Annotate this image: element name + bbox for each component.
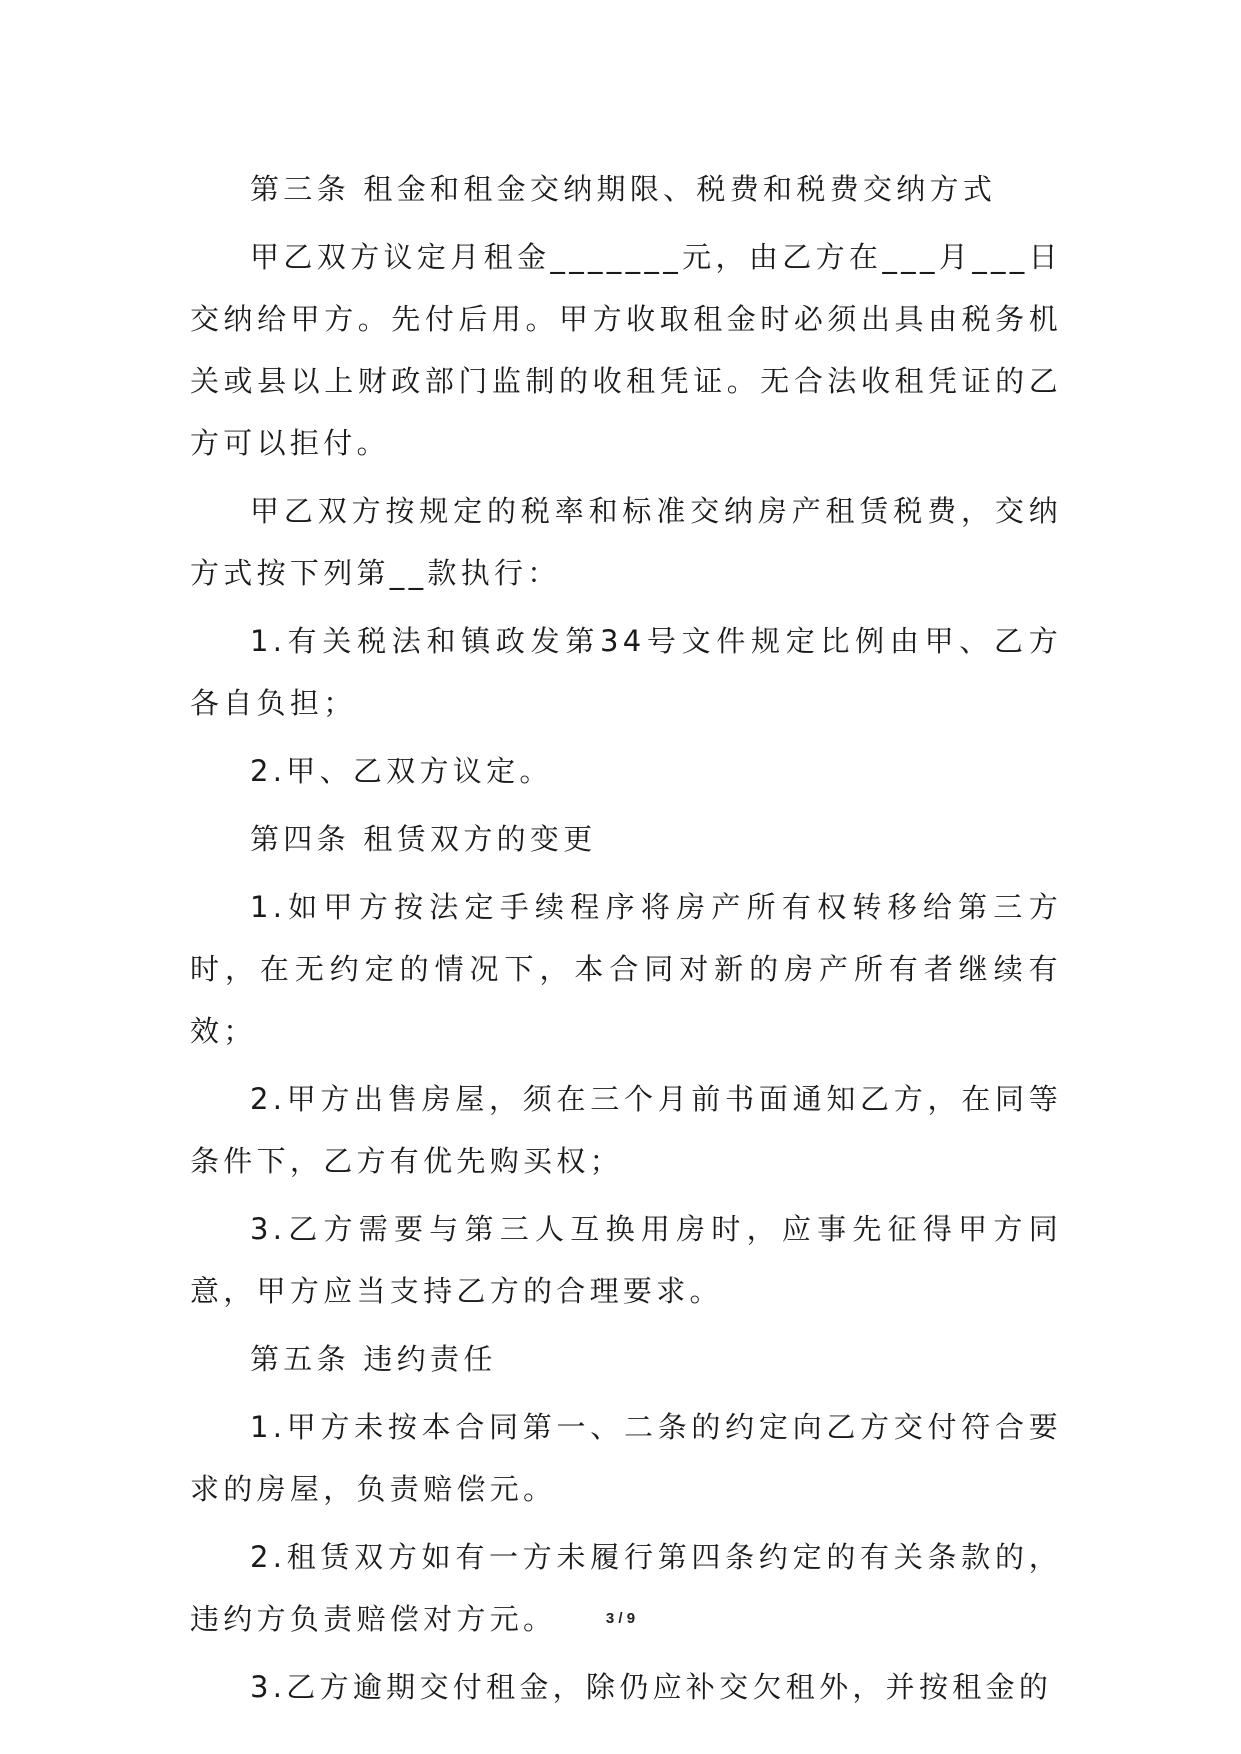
article-4-item-2: 2.甲方出售房屋，须在三个月前书面通知乙方，在同等条件下，乙方有优先购买权；: [190, 1082, 1062, 1178]
article-3-heading: 第三条 租金和租金交纳期限、税费和税费交纳方式: [250, 172, 997, 206]
article-4-item-1: 1.如甲方按法定手续程序将房产所有权转移给第三方时，在无约定的情况下，本合同对新的房产所有者继续有效；: [190, 890, 1062, 1048]
rent-amount-paragraph: 甲乙双方议定月租金_______元，由乙方在___月___日交纳给甲方。先付后用。甲方收取租金时必须出具由税务机关或县以上财政部门监制的收租凭证。无合法收租凭证的乙方可以拒付。: [190, 240, 1062, 460]
page-number: 3 / 9: [605, 1610, 636, 1627]
document-body: [190, 158, 1062, 1724]
tax-payment-paragraph: 甲乙双方按规定的税率和标准交纳房产租赁税费，交纳方式按下列第__款执行：: [190, 494, 1062, 590]
article-5-heading: 第五条 违约责任: [250, 1342, 497, 1376]
tax-option-2: 2.甲、乙双方议定。: [250, 754, 553, 788]
article-4-item-3: 3.乙方需要与第三人互换用房时，应事先征得甲方同意，甲方应当支持乙方的合理要求。: [190, 1212, 1062, 1308]
tax-option-1: 1.有关税法和镇政发第34号文件规定比例由甲、乙方各自负担；: [190, 624, 1062, 720]
article-5-item-2: 2.租赁双方如有一方未履行第四条约定的有关条款的，违约方负责赔偿对方元。: [190, 1540, 1062, 1636]
article-5-item-1: 1.甲方未按本合同第一、二条的约定向乙方交付符合要求的房屋，负责赔偿元。: [190, 1410, 1062, 1506]
article-5-item-3: 3.乙方逾期交付租金，除仍应补交欠租外，并按租金的: [250, 1670, 1053, 1704]
article-4-heading: 第四条 租赁双方的变更: [250, 822, 597, 856]
